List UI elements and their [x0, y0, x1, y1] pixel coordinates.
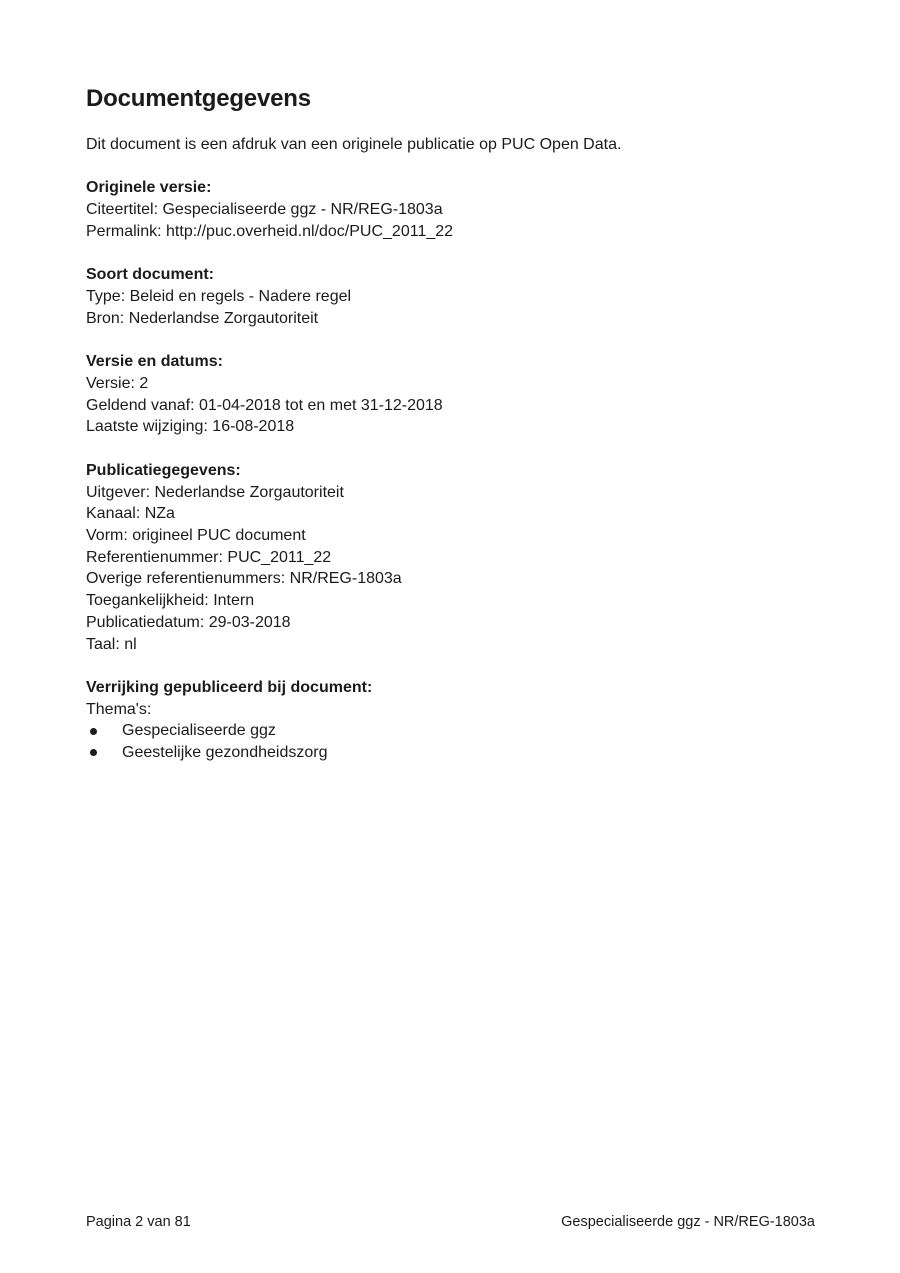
theme-label: Gespecialiseerde ggz	[122, 722, 276, 740]
intro-text: Dit document is een afdruk van een originele publicatie op PUC Open Data.	[86, 136, 622, 153]
field-citeertitel: Citeertitel: Gespecialiseerde ggz - NR/REG-1803a	[86, 201, 443, 219]
field-type: Type: Beleid en regels - Nadere regel	[86, 288, 352, 306]
section-heading-verrijking: Verrijking gepubliceerd bij document:	[86, 678, 373, 696]
field-overige-referentienummers: Overige referentienummers: NR/REG-1803a	[86, 570, 402, 588]
bullet-icon	[90, 749, 97, 756]
field-bron: Bron: Nederlandse Zorgautoriteit	[86, 309, 319, 327]
section-heading-soort-document: Soort document:	[86, 266, 214, 284]
section-heading-publicatiegegevens: Publicatiegegevens:	[86, 461, 241, 479]
footer-document-title: Gespecialiseerde ggz - NR/REG-1803a	[561, 1214, 815, 1230]
section-heading-originele-versie: Originele versie:	[86, 179, 212, 197]
field-toegankelijkheid: Toegankelijkheid: Intern	[86, 592, 255, 610]
field-geldend-vanaf: Geldend vanaf: 01-04-2018 tot en met 31-12-2018	[86, 396, 443, 414]
theme-list-item	[86, 742, 840, 764]
page-title: Documentgegevens	[86, 85, 311, 112]
field-uitgever: Uitgever: Nederlandse Zorgautoriteit	[86, 483, 344, 501]
spacer-line	[86, 243, 840, 265]
theme-label: Geestelijke gezondheidszorg	[122, 744, 328, 762]
document-body	[86, 134, 840, 764]
field-taal: Taal: nl	[86, 635, 137, 653]
field-kanaal: Kanaal: NZa	[86, 505, 175, 523]
field-laatste-wijziging: Laatste wijziging: 16-08-2018	[86, 418, 295, 436]
theme-list-item	[86, 720, 840, 742]
field-permalink: Permalink: http://puc.overheid.nl/doc/PUC_2011_22	[86, 222, 454, 240]
spacer-line	[86, 438, 840, 460]
spacer-line	[86, 655, 840, 677]
footer-page-number: Pagina 2 van 81	[86, 1214, 191, 1230]
field-themas-label: Thema's:	[86, 700, 152, 718]
field-versie: Versie: 2	[86, 374, 149, 392]
spacer-line	[86, 329, 840, 351]
spacer-line	[86, 156, 840, 178]
field-referentienummer: Referentienummer: PUC_2011_22	[86, 548, 332, 566]
bullet-icon	[90, 728, 97, 735]
field-publicatiedatum: Publicatiedatum: 29-03-2018	[86, 613, 291, 631]
page-footer	[86, 1213, 815, 1231]
section-heading-versie-en-datums: Versie en datums:	[86, 353, 223, 371]
field-vorm: Vorm: origineel PUC document	[86, 526, 306, 544]
